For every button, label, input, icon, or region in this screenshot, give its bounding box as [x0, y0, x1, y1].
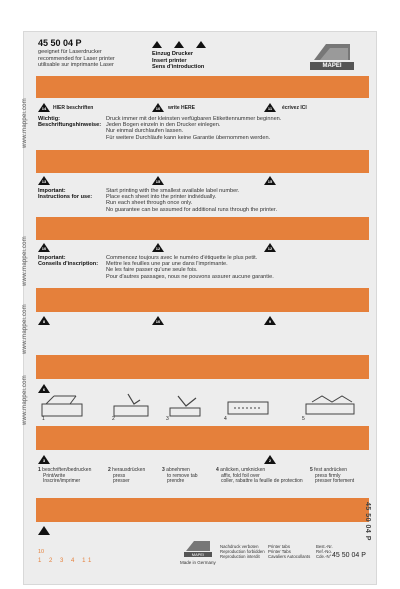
side-url: www.mappei.com — [22, 98, 28, 148]
footer-product-type: Printer tabs Printer Tabs Cavaliers Autocollants — [268, 544, 311, 559]
insert-arrow-icon — [196, 41, 206, 48]
marker-triangle-icon: 10 — [152, 316, 164, 325]
insert-direction — [152, 51, 204, 71]
step-icon-number: 1 — [42, 416, 45, 422]
bottom-numbers: 1 2 3 4 11 — [38, 558, 95, 564]
write-markers — [38, 103, 368, 113]
marker-triangle-icon: 10 — [38, 243, 50, 252]
step-icon-number: 2 — [112, 416, 115, 422]
label-strip[interactable] — [36, 150, 369, 173]
write-here-de: HIER beschriften — [53, 105, 94, 111]
marker-triangle-icon: 11 — [264, 103, 276, 112]
marker-triangle-icon: 14 — [38, 103, 50, 112]
insert-arrow-icon — [152, 41, 162, 48]
marker-triangle-icon: 6 — [38, 384, 50, 393]
footer-notes: Nachdruck verboten Reproduction forbidden Reproduction interdit — [220, 544, 265, 559]
write-here-en: write HERE — [168, 105, 195, 111]
logo-tab-icon — [310, 40, 354, 62]
made-in-germany: Made in Germany — [180, 560, 216, 565]
step-illustrations — [38, 392, 368, 424]
side-url: www.mappei.com — [22, 236, 28, 286]
marker-triangle-icon: 15 — [264, 176, 276, 185]
logo-text: MAPEI — [310, 62, 354, 70]
label-strip[interactable] — [36, 288, 369, 312]
label-strip[interactable] — [36, 76, 369, 98]
write-here-fr: écrivez ICI — [282, 105, 307, 111]
bottom-top-number: 10 — [38, 549, 45, 555]
marker-triangle-icon: 3 — [38, 455, 50, 464]
product-code: 45 50 04 P — [38, 38, 82, 48]
instruction-text-en: Start printing with the smallest available label number. Place each sheet into the printer individually. Run each sheet through once only. No guarantee can be assumed for additional runs through the printer. — [106, 188, 278, 213]
instruction-text-de: Druck immer mit der kleinsten verfügbaren Etikettennummer beginnen. Jeden Bogen einzeln in den Drucker einlegen. Nur einmal durchlaufen lassen. Für weitere Durchläufe kann keine Garantie übernommen werden. — [106, 116, 282, 141]
step-4-fold-icon — [224, 392, 274, 420]
marker-triangle-icon: 10 — [152, 103, 164, 112]
step-caption-1: 1 beschriften/bedrucken Print/write Inscrire/imprimer — [38, 467, 92, 485]
label-strip[interactable] — [36, 355, 369, 379]
marker-triangle-icon: 12 — [152, 243, 164, 252]
step-caption-2: 2 herausdrücken press presser — [108, 467, 146, 485]
side-url: www.mappei.com — [22, 304, 28, 354]
insert-line-de: Einzug Drucker — [152, 51, 194, 57]
insert-arrow-icon — [174, 41, 184, 48]
footer-logo — [184, 538, 212, 558]
insert-line-en: Insert printer — [152, 57, 187, 64]
marker-triangle-icon: 9 — [264, 316, 276, 325]
marker-triangle-icon: 8 — [38, 316, 50, 325]
step-captions — [38, 468, 358, 494]
marker-triangle-icon: 15 — [152, 176, 164, 185]
instruction-label-fr: Important: Conseils d'inscription: — [38, 255, 99, 268]
footer-logo-text: MAPEI — [184, 552, 212, 557]
label-strip[interactable] — [36, 217, 369, 240]
compat-line-fr: utilisable sur imprimante Laser — [38, 62, 114, 69]
step-icon-number: 3 — [166, 416, 169, 422]
footer-logo-icon — [184, 538, 212, 552]
step-icon-number: 5 — [302, 416, 305, 422]
step-caption-3: 3 abnehmen to remove tab prendre — [162, 467, 198, 485]
step-3-remove-icon — [164, 392, 208, 420]
step-caption-5: 5 fest andrücken press firmly presser fortement — [310, 467, 355, 485]
insert-line-fr: Sens d'introduction — [152, 64, 205, 71]
step-2-press-icon — [110, 392, 154, 420]
step-caption-4: 4 anlicken, umknicken affix, fold foil over coller, rabattre la feuille de protection — [216, 467, 303, 485]
compat-line-de: geeignet für Laserdrucker — [38, 49, 102, 55]
footer-product-code: 45 50 04 P — [332, 552, 366, 559]
side-url: www.mappei.com — [22, 375, 28, 425]
printer-compatibility — [38, 49, 115, 69]
side-product-code: 45 50 04 P — [364, 502, 371, 541]
marker-triangle-icon — [38, 526, 50, 535]
step-5-press-firmly-icon — [302, 392, 362, 420]
step-1-printer-icon — [40, 394, 90, 420]
footer-art-labels: Best.-Nr. Ref.-No. Cde.-N° — [316, 544, 333, 559]
marker-triangle-icon: 2 — [264, 455, 276, 464]
marker-triangle-icon: 12 — [264, 243, 276, 252]
instruction-label-de: Wichtig: Beschriftungshinweise: — [38, 116, 102, 129]
instruction-label-en: Important: Instructions for use: — [38, 188, 93, 201]
label-sheet — [24, 32, 376, 584]
label-strip[interactable] — [36, 426, 369, 450]
mappei-logo — [310, 40, 354, 70]
instruction-text-fr: Commencez toujours avec le numéro d'étiquette le plus petit. Mettre les feuilles une par une dans l'imprimante. Ne les faire passer qu'une seule fois. Pour d'autres passages, nous ne pouvons assurer aucune garantie. — [106, 255, 274, 280]
compat-line-en: recommended for Laser printer — [38, 55, 115, 62]
step-icon-number: 4 — [224, 416, 227, 422]
label-strip[interactable] — [36, 498, 369, 522]
marker-triangle-icon: 13 — [38, 176, 50, 185]
